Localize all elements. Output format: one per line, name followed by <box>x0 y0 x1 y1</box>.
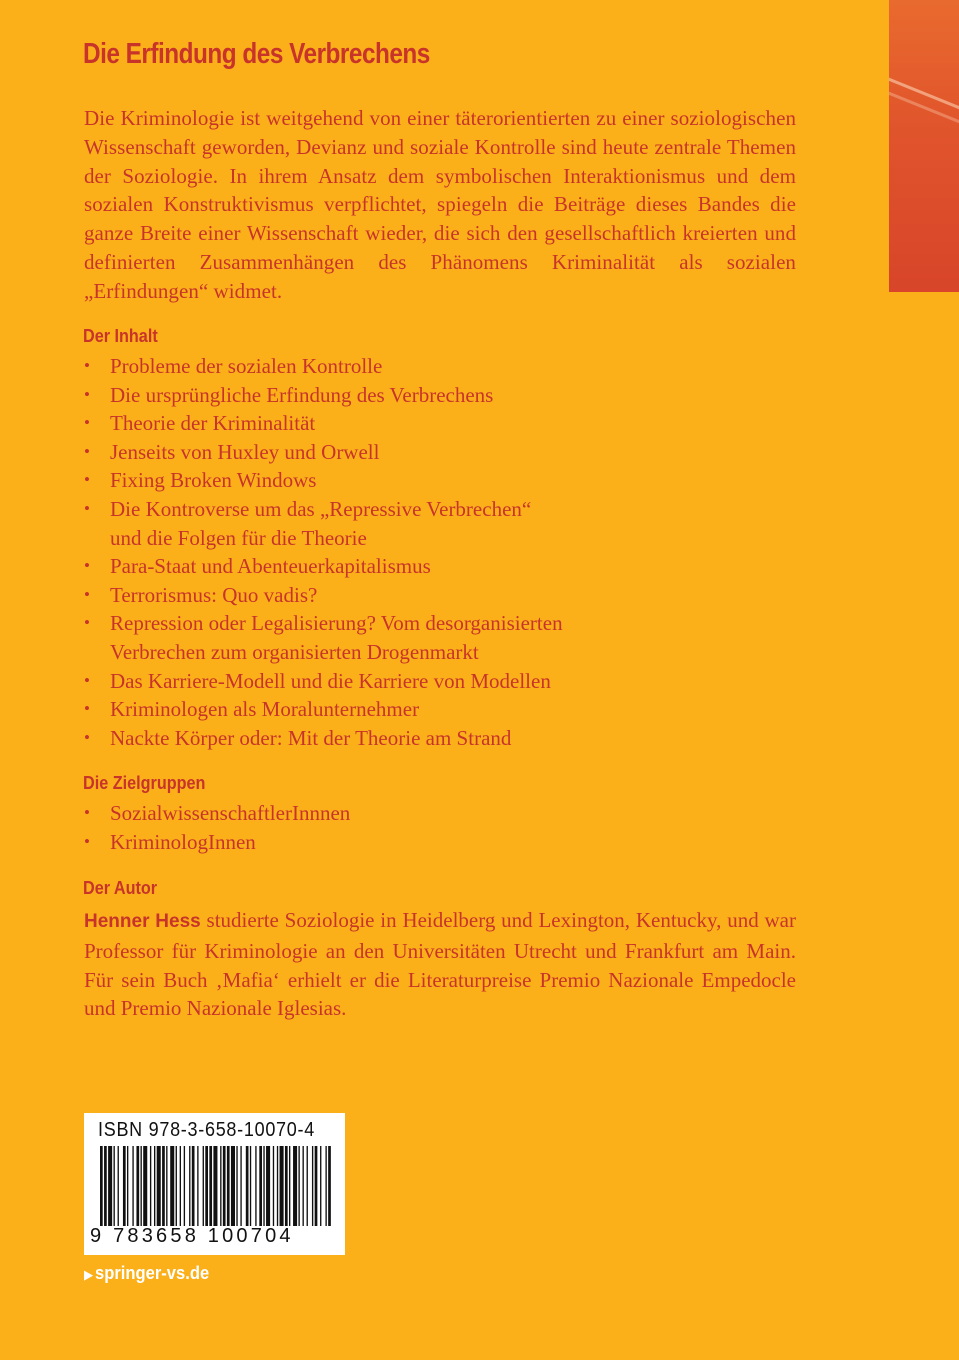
list-item <box>84 609 704 666</box>
list-item: • Jenseits von Huxley und Orwell <box>84 438 704 467</box>
list-item: • Die ursprüngliche Erfindung des Verbrechens <box>84 381 704 410</box>
list-item: • Theorie der Kriminalität <box>84 409 704 438</box>
author-bio-text: studierte Soziologie in Heidelberg und Lexington, Kentucky, und war Professor für Kriminologie an den Universitäten Utrecht und Frankfurt am Main. Für sein Buch ‚Mafia‘ erhielt er die Literaturpreise Premio Nazionale Empedocle und Premio Nazionale Iglesias. <box>84 908 796 1021</box>
list-item: • Fixing Broken Windows <box>84 466 704 495</box>
corner-decoration <box>889 0 959 292</box>
intro-paragraph: Die Kriminologie ist weitgehend von einer täterorientierten zu einer soziologischen Wissenschaft geworden, Devianz und soziale Kontrolle sind heute zentrale Themen der Soziologie. In ihrem Ansatz dem symbolischen Interaktionismus und dem sozialen Konstruktivismus verpflichtet, spiegeln die Beiträge dieses Bandes die ganze Breite einer Wissenschaft wieder, die sich den gesellschaftlich kreierten und definierten Zusammenhängen des Phänomens Kriminalität als sozialen „Erfindungen“ widmet. <box>84 106 796 303</box>
list-item-line: Verbrechen zum organisierten Drogenmarkt <box>110 639 479 664</box>
triangle-right-icon: ▶ <box>84 1267 94 1282</box>
list-item: • Terrorismus: Quo vadis? <box>84 581 704 610</box>
list-item: • Probleme der sozialen Kontrolle <box>84 352 704 381</box>
list-item <box>84 495 704 552</box>
contents-list <box>84 352 704 752</box>
author-name: Henner Hess <box>84 911 201 932</box>
book-title: Die Erfindung des Verbrechens <box>83 38 430 70</box>
publisher-link[interactable] <box>84 1263 209 1284</box>
list-item-line: Die Kontroverse um das „Repressive Verbrechen“ <box>110 496 532 521</box>
audience-heading: Die Zielgruppen <box>83 773 206 793</box>
list-item: • Para-Staat und Abenteuerkapitalismus <box>84 552 704 581</box>
audience-list <box>84 799 704 856</box>
list-item-line: und die Folgen für die Theorie <box>110 525 367 550</box>
barcode-digits: 9 783658 100704 <box>90 1225 294 1247</box>
contents-heading: Der Inhalt <box>83 326 158 346</box>
isbn-label: ISBN 978-3-658-10070-4 <box>98 1119 315 1141</box>
list-item: • SozialwissenschaftlerInnnen <box>84 799 704 828</box>
list-item-line: Repression oder Legalisierung? Vom desorganisierten <box>110 611 563 636</box>
list-item: • Das Karriere-Modell und die Karriere von Modellen <box>84 667 704 696</box>
list-item: • KriminologInnen <box>84 828 704 857</box>
publisher-url: springer-vs.de <box>95 1263 210 1283</box>
isbn-barcode-box <box>84 1113 345 1255</box>
author-heading: Der Autor <box>83 878 158 898</box>
barcode-icon <box>98 1146 332 1226</box>
list-item: • Nackte Körper oder: Mit der Theorie am Strand <box>84 724 704 753</box>
list-item: • Kriminologen als Moralunternehmer <box>84 695 704 724</box>
author-bio <box>84 906 796 1023</box>
